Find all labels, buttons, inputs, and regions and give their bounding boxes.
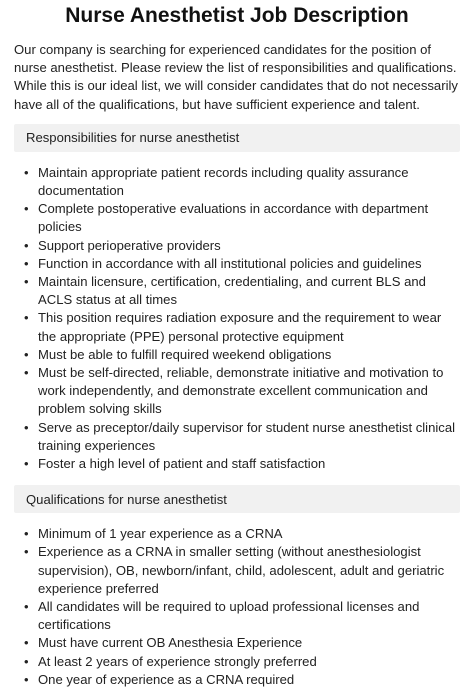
- list-item-text: Must be self-directed, reliable, demonstrate initiative and motivation to work independently, and demonstrate excellent communication and problem solving skills: [38, 365, 444, 417]
- list-item: [24, 525, 460, 543]
- list-item-text: Foster a high level of patient and staff satisfaction: [38, 456, 326, 472]
- list-item-text: Must be able to fulfill required weekend obligations: [38, 346, 332, 362]
- responsibilities-list: [14, 164, 460, 473]
- list-item-text: Support perioperative providers: [38, 237, 221, 253]
- list-item: [24, 273, 460, 309]
- list-item-text: At least 2 years of experience strongly preferred: [38, 653, 317, 669]
- list-item-text: Minimum of 1 year experience as a CRNA: [38, 526, 283, 542]
- bullet-icon: •: [24, 653, 29, 669]
- list-item: [24, 164, 460, 200]
- responsibilities-header: [14, 124, 460, 152]
- list-item: [24, 200, 460, 236]
- list-item: [24, 237, 460, 255]
- list-item: [24, 543, 460, 598]
- bullet-icon: •: [24, 526, 29, 542]
- intro-paragraph: Our company is searching for experienced candidates for the position of nurse anesthetist. Please review the list of responsibilities and qualifications. While this is our ideal list, we will consider candidates that do not necessarily have all of the qualifications, but have sufficient experience and talent.: [14, 42, 458, 112]
- bullet-icon: •: [24, 255, 29, 271]
- list-item: [24, 653, 460, 671]
- list-item: [24, 598, 460, 634]
- list-item-text: Must have current OB Anesthesia Experience: [38, 635, 303, 651]
- bullet-icon: •: [24, 599, 29, 615]
- list-item-text: This position requires radiation exposure and the requirement to wear the appropriate (PPE) personal protective equipment: [38, 310, 442, 344]
- bullet-icon: •: [24, 237, 29, 253]
- list-item-text: Maintain licensure, certification, credentialing, and current BLS and ACLS status at all times: [38, 274, 426, 308]
- qualifications-list: [14, 525, 460, 689]
- bullet-icon: •: [24, 671, 29, 687]
- list-item: [24, 671, 460, 689]
- bullet-icon: •: [24, 419, 29, 435]
- bullet-icon: •: [24, 164, 29, 180]
- list-item-text: Maintain appropriate patient records including quality assurance documentation: [38, 164, 409, 199]
- bullet-icon: •: [24, 310, 29, 326]
- page-title: Nurse Anesthetist Job Description: [65, 4, 409, 27]
- list-item-text: Complete postoperative evaluations in accordance with department policies: [38, 201, 429, 235]
- list-item: [24, 419, 460, 455]
- list-item: [24, 455, 460, 473]
- list-item-text: Function in accordance with all institutional policies and guidelines: [38, 255, 422, 271]
- bullet-icon: •: [24, 456, 29, 472]
- list-item: [24, 346, 460, 364]
- list-item: [24, 255, 460, 273]
- bullet-icon: •: [24, 635, 29, 651]
- list-item-text: Experience as a CRNA in smaller setting (without anesthesiologist supervision), OB, newborn/infant, child, adolescent, adult and geriatric experience preferred: [38, 544, 445, 596]
- qualifications-header: [14, 485, 460, 513]
- list-item: [24, 309, 460, 345]
- responsibilities-heading: Responsibilities for nurse anesthetist: [26, 130, 240, 146]
- bullet-icon: •: [24, 201, 29, 217]
- list-item-text: All candidates will be required to upload professional licenses and certifications: [38, 599, 420, 633]
- bullet-icon: •: [24, 365, 29, 381]
- list-item: [24, 364, 460, 419]
- qualifications-heading: Qualifications for nurse anesthetist: [26, 491, 227, 507]
- bullet-icon: •: [24, 544, 29, 560]
- bullet-icon: •: [24, 274, 29, 290]
- list-item: [24, 634, 460, 652]
- bullet-icon: •: [24, 346, 29, 362]
- list-item-text: One year of experience as a CRNA required: [38, 671, 295, 687]
- list-item-text: Serve as preceptor/daily supervisor for student nurse anesthetist clinical training experiences: [38, 419, 456, 453]
